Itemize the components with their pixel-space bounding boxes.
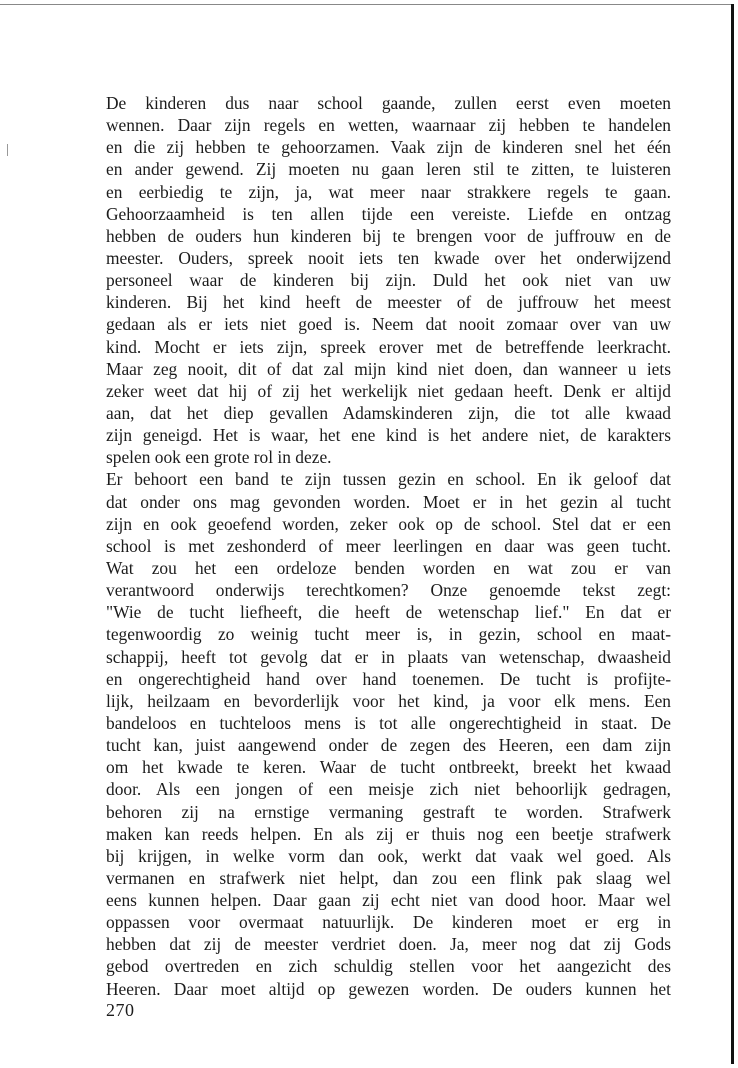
- text-line: zijn en ook geoefend worden, zeker ook op de school. Stel dat er een: [106, 513, 671, 534]
- text-line: meester. Ouders, spreek nooit iets ten kwade over het onderwijzend: [106, 247, 671, 268]
- text-line: gedaan als er iets niet goed is. Neem dat nooit zomaar over van uw: [106, 314, 671, 335]
- page-number: 270: [106, 1000, 135, 1020]
- text-line: vermanen en strafwerk niet helpt, dan zou een flink pak slaag wel: [106, 867, 671, 888]
- text-line: "Wie de tucht liefheeft, die heeft de wetenschap lief." En dat er: [106, 602, 671, 623]
- text-line: door. Als een jongen of een meisje zich niet behoorlijk gedragen,: [106, 779, 671, 800]
- text-line: tegenwoordig zo weinig tucht meer is, in gezin, school en maat-: [106, 624, 671, 645]
- text-line: school is met zeshonderd of meer leerlingen en daar was geen tucht.: [106, 535, 671, 556]
- text-line: om het kwade te keren. Waar de tucht ontbreekt, breekt het kwaad: [106, 757, 671, 778]
- text-line: bandeloos en tuchteloos mens is tot alle ongerechtigheid in staat. De: [106, 712, 671, 733]
- text-line: Maar zeg nooit, dit of dat zal mijn kind niet doen, dan wanneer u iets: [106, 358, 671, 379]
- text-line: Er behoort een band te zijn tussen gezin en school. En ik geloof dat: [106, 469, 671, 490]
- text-line: Heeren. Daar moet altijd op gewezen worden. De ouders kunnen het: [106, 978, 671, 999]
- text-line: zijn geneigd. Het is waar, het ene kind is het andere niet, de karakters: [106, 425, 671, 446]
- text-line: dat onder ons mag gevonden worden. Moet er in het gezin al tucht: [106, 491, 671, 512]
- text-line: lijk, heilzaam en bevorderlijk voor het kind, ja voor elk mens. Een: [106, 690, 671, 711]
- text-line: en ongerechtigheid hand over hand toenemen. De tucht is profijte-: [106, 668, 671, 689]
- text-line: hebben de ouders hun kinderen bij te brengen voor de juffrouw en de: [106, 225, 671, 246]
- paragraph-end-line: spelen ook een grote rol in deze.: [106, 447, 332, 468]
- text-line: Wat zou het een ordeloze benden worden en wat zou er van: [106, 557, 671, 578]
- body-text: [106, 92, 671, 1000]
- text-line: aan, dat het diep gevallen Adamskinderen zijn, die tot alle kwaad: [106, 402, 671, 423]
- text-line: verantwoord onderwijs terechtkomen? Onze genoemde tekst zegt:: [106, 580, 671, 601]
- top-scan-edge: [0, 4, 731, 5]
- text-line: personeel waar de kinderen bij zijn. Duld het ook niet van uw: [106, 270, 671, 291]
- text-line: kinderen. Bij het kind heeft de meester of de juffrouw het meest: [106, 292, 671, 313]
- text-line: en ander gewend. Zij moeten nu gaan leren stil te zitten, te luisteren: [106, 159, 671, 180]
- text-line: oppassen voor overmaat natuurlijk. De kinderen moet er erg in: [106, 912, 671, 933]
- text-line: gebod overtreden en zich schuldig stellen voor het aangezicht des: [106, 956, 671, 977]
- text-line: schappij, heeft tot gevolg dat er in plaats van wetenschap, dwaasheid: [106, 646, 671, 667]
- text-line: bij krijgen, in welke vorm dan ook, werkt dat vaak wel goed. Als: [106, 845, 671, 866]
- right-scan-edge: [731, 4, 734, 1064]
- text-line: maken kan reeds helpen. En als zij er thuis nog een beetje strafwerk: [106, 823, 671, 844]
- text-line: zeker weet dat hij of zij het werkelijk niet gedaan heeft. Denk er altijd: [106, 380, 671, 401]
- text-line: en die zij hebben te gehoorzamen. Vaak zijn de kinderen snel het één: [106, 137, 671, 158]
- text-line: en eerbiedig te zijn, ja, wat meer naar strakkere regels te gaan.: [106, 181, 671, 202]
- text-line: De kinderen dus naar school gaande, zullen eerst even moeten: [106, 93, 671, 113]
- text-line: tucht kan, juist aangewend onder de zegen des Heeren, een dam zijn: [106, 735, 671, 756]
- text-line: hebben dat zij de meester verdriet doen. Ja, meer nog dat zij Gods: [106, 934, 671, 955]
- text-line: kind. Mocht er iets zijn, spreek erover met de betreffende leerkracht.: [106, 336, 671, 357]
- text-line: Gehoorzaamheid is ten allen tijde een vereiste. Liefde en ontzag: [106, 203, 671, 224]
- margin-mark: [7, 144, 8, 156]
- text-line: behoren zij na ernstige vermaning gestraft te worden. Strafwerk: [106, 801, 671, 822]
- text-line: eens kunnen helpen. Daar gaan zij echt niet van dood hoor. Maar wel: [106, 890, 671, 911]
- text-line: wennen. Daar zijn regels en wetten, waarnaar zij hebben te handelen: [106, 115, 671, 136]
